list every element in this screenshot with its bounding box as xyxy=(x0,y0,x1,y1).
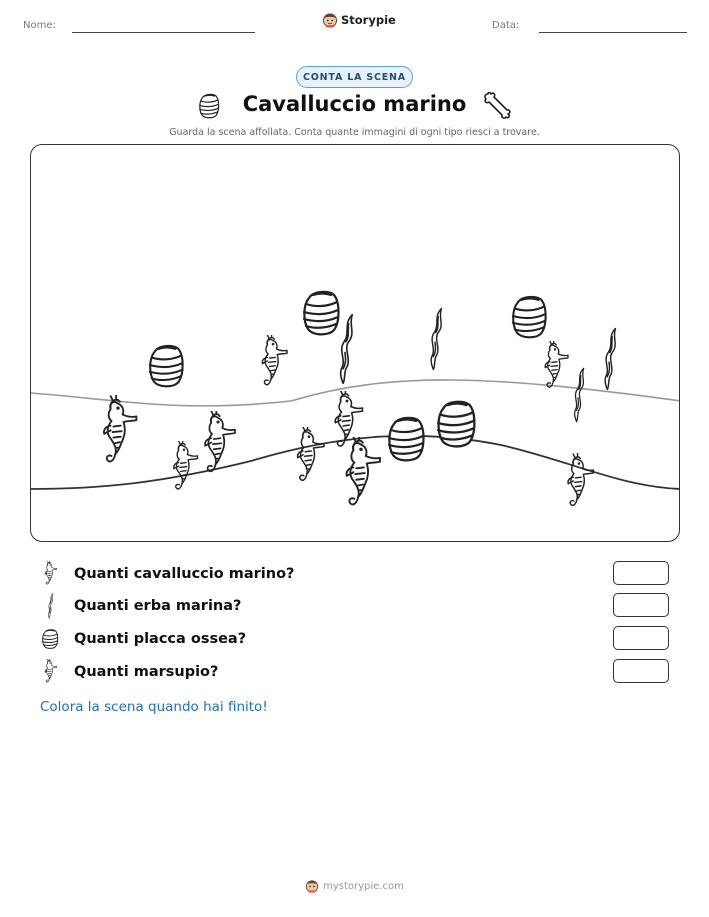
date-label: Data: xyxy=(492,20,520,31)
brand-name: Storypie xyxy=(341,13,396,27)
scene-seahorse xyxy=(104,395,136,461)
scene-seagrass xyxy=(605,329,615,390)
activity-badge: CONTA LA SCENA xyxy=(296,66,413,88)
storypie-mascot-icon xyxy=(322,12,338,28)
question-text: Quanti marsupio? xyxy=(74,664,219,680)
scene-seahorse xyxy=(174,440,198,489)
scene-seahorse xyxy=(545,340,568,387)
brand-logo xyxy=(322,12,396,28)
scene-bony-plate xyxy=(304,292,339,335)
scene-seagrass xyxy=(575,368,584,421)
seahorse-icon xyxy=(41,561,59,587)
color-instruction: Colora la scena quando hai finito! xyxy=(40,699,268,715)
question-text: Quanti erba marina? xyxy=(74,598,242,614)
counting-scene xyxy=(30,144,680,542)
instructions: Guarda la scena affollata. Conta quante immagini di ogni tipo riesci a trovare. xyxy=(169,127,540,138)
bony-plate-icon xyxy=(41,628,59,650)
scene-seahorse xyxy=(568,453,593,505)
scene-bony-plate xyxy=(513,297,546,337)
scene-seahorse xyxy=(347,436,380,504)
answer-box[interactable] xyxy=(613,659,669,683)
name-line[interactable] xyxy=(72,32,255,33)
question-row xyxy=(40,659,670,685)
date-line[interactable] xyxy=(539,32,687,33)
scene-seahorse xyxy=(298,426,324,480)
scene-illustration xyxy=(31,145,680,542)
answer-box[interactable] xyxy=(613,626,669,650)
answer-box[interactable] xyxy=(613,593,669,617)
scene-bony-plate xyxy=(389,418,424,461)
question-text: Quanti placca ossea? xyxy=(74,631,247,647)
question-text: Quanti cavalluccio marino? xyxy=(74,566,295,582)
question-row xyxy=(40,561,670,587)
scene-seahorse xyxy=(262,334,287,384)
answer-box[interactable] xyxy=(613,561,669,585)
footer xyxy=(0,879,709,893)
scene-seahorse xyxy=(205,410,235,471)
name-label: Nome: xyxy=(23,20,56,31)
scene-bony-plate xyxy=(438,402,474,447)
seagrass-icon xyxy=(43,593,57,619)
scene-seagrass xyxy=(341,315,353,383)
footer-url[interactable]: mystorypie.com xyxy=(323,880,404,892)
scene-seagrass xyxy=(431,309,441,370)
question-row xyxy=(40,593,670,619)
storypie-mascot-icon xyxy=(305,879,319,893)
pouch-seahorse-icon xyxy=(41,659,59,685)
scene-bony-plate xyxy=(150,346,183,386)
bone-icon xyxy=(483,90,513,120)
question-row xyxy=(40,626,670,652)
page-title: Cavalluccio marino xyxy=(242,92,467,116)
